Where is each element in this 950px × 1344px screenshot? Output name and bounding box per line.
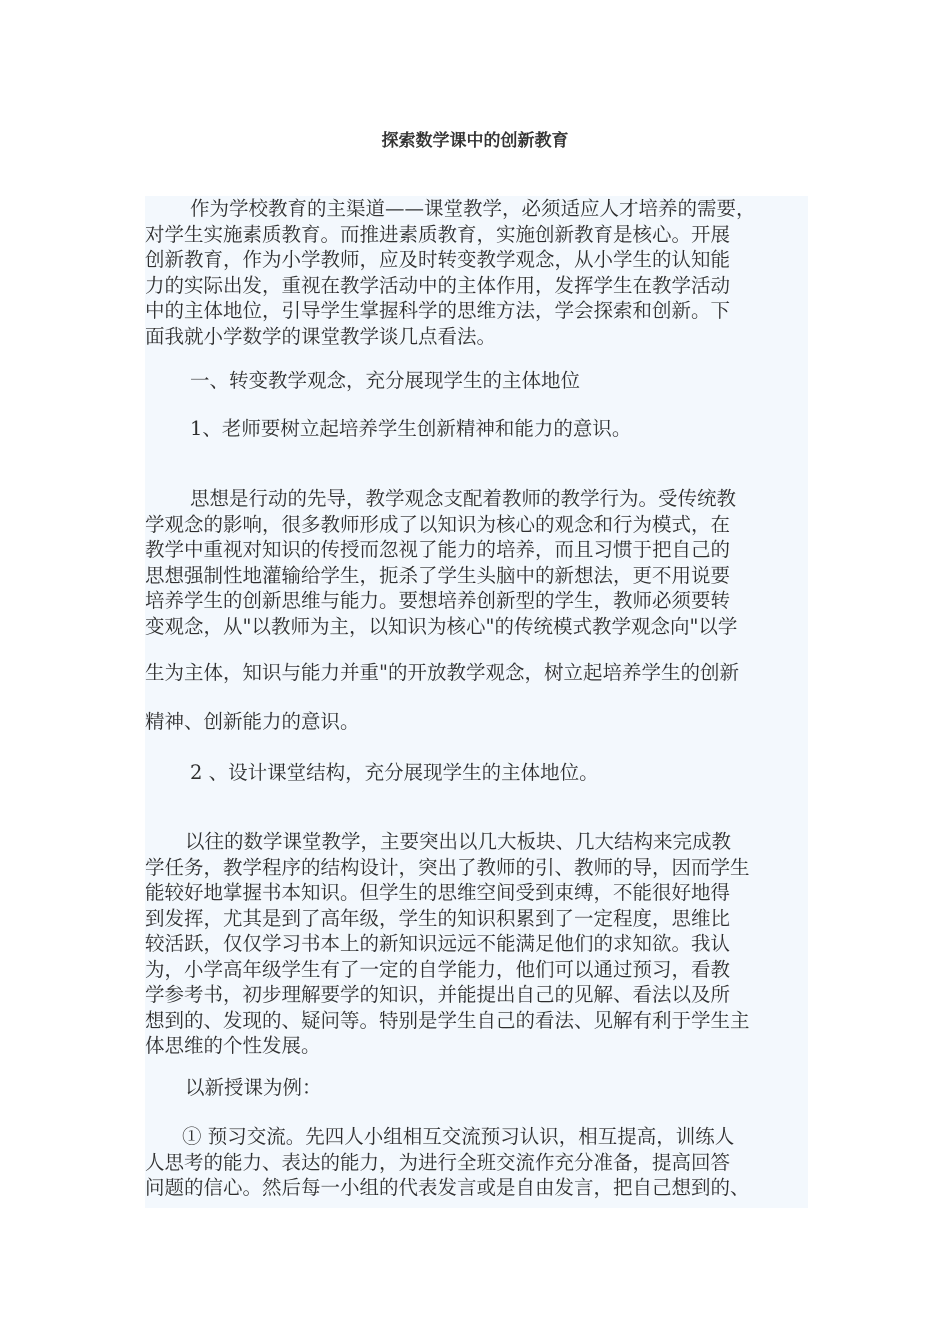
- paragraph-preview-exchange: [145, 1124, 825, 1201]
- text-line: 体思维的个性发展。: [145, 1034, 321, 1057]
- text-line: 为，小学高年级学生有了一定的自学能力，他们可以通过预习，看教: [145, 957, 731, 981]
- text-line: 想到的、发现的、疑问等。特别是学生自己的看法、见解有利于学生主: [145, 1008, 750, 1032]
- paragraph-classroom: [145, 829, 825, 1059]
- text-line: 2 、设计课堂结构，充分展现学生的主体地位。: [190, 761, 599, 784]
- text-line: 思想是行动的先导，教学观念支配着教师的教学行为。受传统教: [190, 487, 737, 510]
- text-line: 生为主体，知识与能力并重"的开放教学观念，树立起培养学生的创新: [145, 661, 739, 684]
- paragraph-example-intro: [145, 1075, 825, 1101]
- paragraph-thinking: [145, 486, 825, 639]
- text-line: 精神、创新能力的意识。: [145, 710, 360, 733]
- text-line: 以往的数学课堂教学，主要突出以几大板块、几大结构来完成教: [185, 830, 732, 853]
- text-line: 中的主体地位，引导学生掌握科学的思维方法，学会探索和创新。下: [145, 299, 731, 322]
- text-line: 1、老师要树立起培养学生创新精神和能力的意识。: [190, 417, 632, 440]
- subheading-2: [145, 760, 825, 786]
- paragraph-thinking-continued: [145, 660, 825, 686]
- text-line: 能较好地掌握书本知识。但学生的思维空间受到束缚，不能很好地得: [145, 881, 731, 904]
- text-line: 学参考书，初步理解要学的知识，并能提出自己的见解、看法以及所: [145, 983, 731, 1006]
- document-title: 探索数学课中的创新教育: [381, 131, 569, 151]
- text-line: 以新授课为例：: [185, 1076, 322, 1099]
- text-line: ① 预习交流。先四人小组相互交流预习认识，相互提高，训练人: [182, 1125, 735, 1148]
- text-line: 到发挥，尤其是到了高年级，学生的知识积累到了一定程度，思维比: [145, 906, 731, 930]
- text-line: 面我就小学数学的课堂教学谈几点看法。: [145, 324, 497, 348]
- text-line: 学观念的影响，很多教师形成了以知识为核心的观念和行为模式，在: [145, 512, 731, 536]
- text-line: 对学生实施素质教育。而推进素质教育，实施创新教育是核心。开展: [145, 222, 731, 246]
- paragraph-thinking-end: [145, 709, 825, 735]
- text-line: 人思考的能力、表达的能力，为进行全班交流作充分准备，提高回答: [145, 1150, 731, 1174]
- paragraph-intro: [145, 196, 825, 349]
- text-line: 变观念，从"以教师为主，以知识为核心"的传统模式教学观念向"以学: [145, 614, 738, 638]
- section-heading-1: [145, 368, 825, 394]
- text-line: 思想强制性地灌输给学生，扼杀了学生头脑中的新想法，更不用说要: [145, 563, 731, 587]
- text-line: 较活跃，仅仅学习书本上的新知识远远不能满足他们的求知欲。我认: [145, 932, 731, 955]
- text-line: 力的实际出发，重视在教学活动中的主体作用，发挥学生在教学活动: [145, 273, 731, 297]
- text-line: 教学中重视对知识的传授而忽视了能力的培养，而且习惯于把自己的: [145, 538, 731, 561]
- text-line: 创新教育，作为小学教师，应及时转变教学观念，从小学生的认知能: [145, 248, 731, 271]
- text-line: 学任务，教学程序的结构设计，突出了教师的引、教师的导，因而学生: [145, 855, 750, 879]
- text-line: 作为学校教育的主渠道——课堂教学，必须适应人才培养的需要，: [190, 197, 756, 220]
- text-line: 培养学生的创新思维与能力。要想培养创新型的学生，教师必须要转: [145, 589, 731, 612]
- subheading-1: [145, 416, 825, 442]
- text-line: 问题的信心。然后每一小组的代表发言或是自由发言，把自己想到的、: [145, 1176, 750, 1199]
- text-line: 一、转变教学观念，充分展现学生的主体地位: [190, 369, 581, 392]
